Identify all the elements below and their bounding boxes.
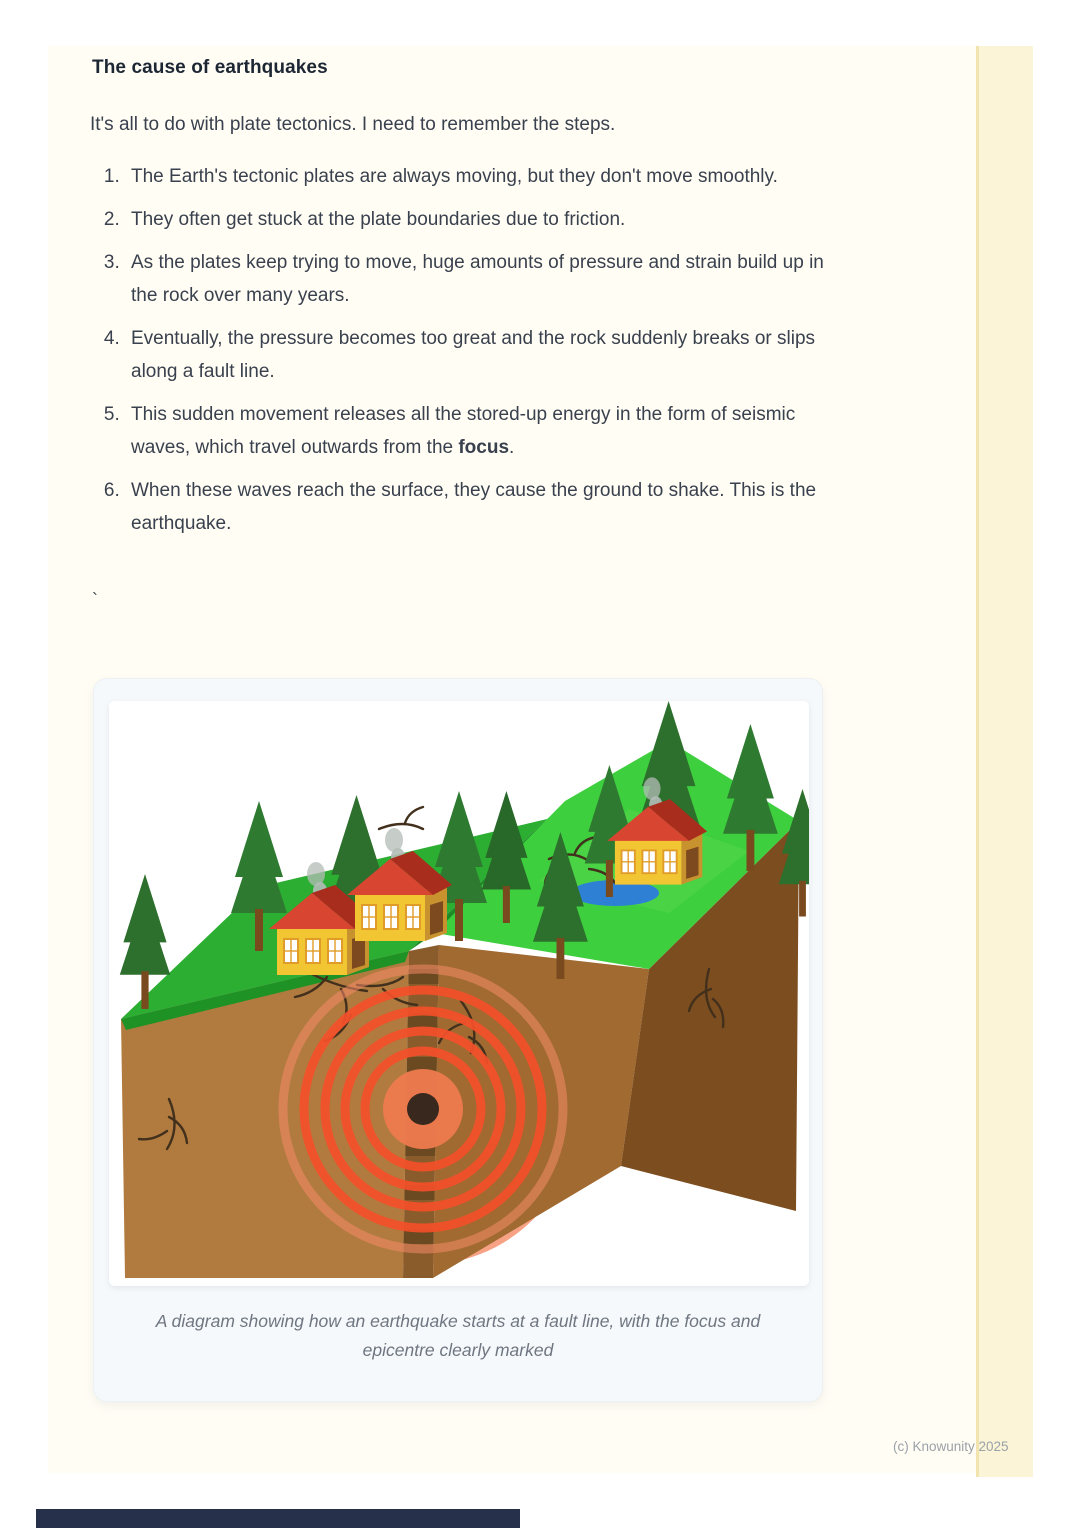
earthquake-diagram-image: [109, 701, 809, 1286]
page-title: The cause of earthquakes: [92, 57, 328, 78]
figure-caption: A diagram showing how an earthquake starts at a fault line, with the focus and epicentre clearly marked: [155, 1311, 761, 1360]
step-item: 1. The Earth's tectonic plates are always moving, but they don't move smoothly.: [125, 160, 837, 193]
step-item: 5. This sudden movement releases all the stored-up energy in the form of seismic waves, which travel outwards from the focus.: [125, 398, 837, 464]
steps-list: [90, 160, 837, 550]
earthquake-diagram: [109, 701, 809, 1286]
copyright-text: (c) Knowunity 2025: [893, 1439, 1009, 1454]
step-item: 3. As the plates keep trying to move, huge amounts of pressure and strain build up in the rock over many years.: [125, 246, 837, 312]
intro-paragraph: It's all to do with plate tectonics. I need to remember the steps.: [90, 114, 616, 135]
stray-backtick: `: [92, 590, 98, 610]
step-item: 2. They often get stuck at the plate boundaries due to friction.: [125, 203, 837, 236]
focus-dot: [407, 1093, 439, 1125]
side-accent-bar: [976, 46, 1033, 1477]
bottom-bar: [36, 1509, 520, 1528]
figure-card: [93, 678, 823, 1402]
step-item: 4. Eventually, the pressure becomes too great and the rock suddenly breaks or slips along a fault line.: [125, 322, 837, 388]
step-item: 6. When these waves reach the surface, they cause the ground to shake. This is the earthquake.: [125, 474, 837, 540]
